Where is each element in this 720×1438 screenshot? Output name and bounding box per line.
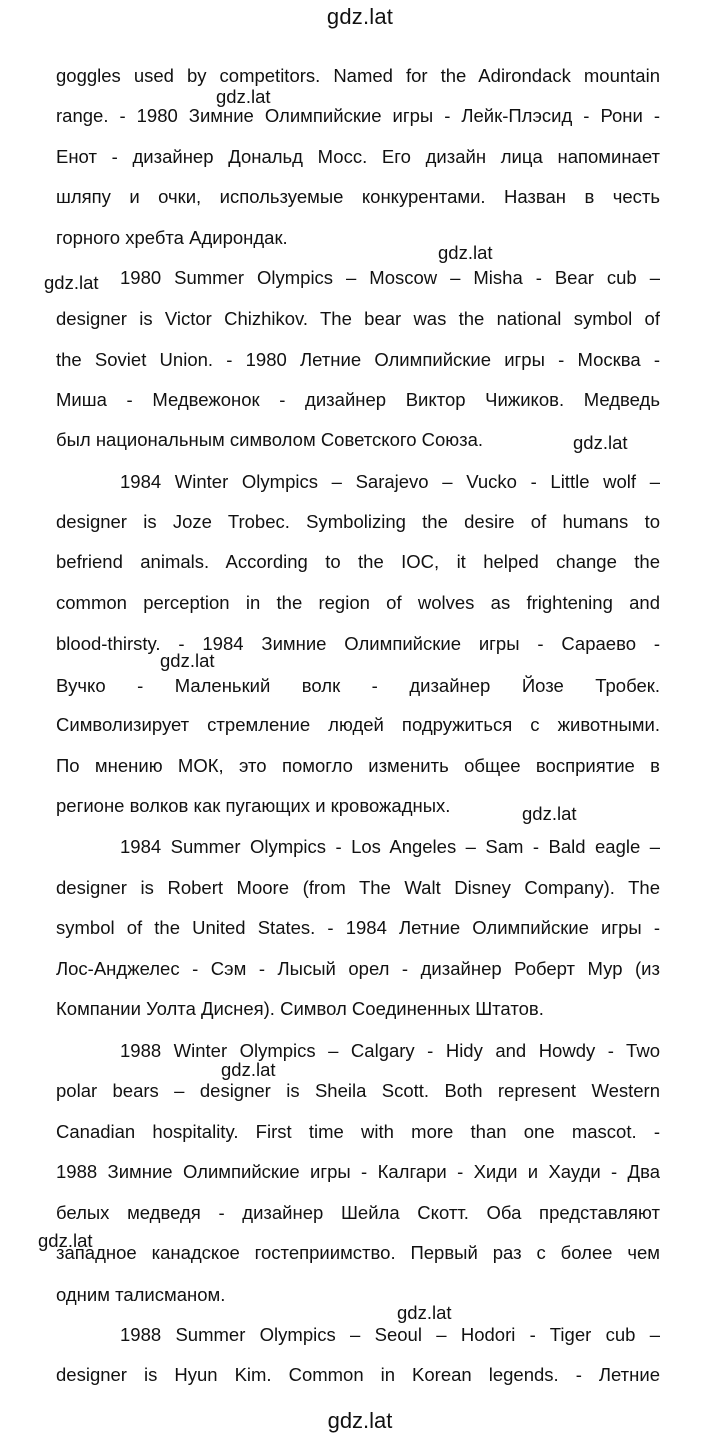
paragraph-first-line: 1984 Summer Olympics - Los Angeles – Sam - Bald eagle – <box>120 836 660 857</box>
paragraph-first-line: 1984 Winter Olympics – Sarajevo – Vucko - Little wolf – <box>120 471 660 492</box>
text-line: designer is Victor Chizhikov. The bear was the national symbol of <box>56 308 660 329</box>
watermark-text: gdz.lat <box>221 1059 276 1080</box>
watermark-text: gdz.lat <box>216 86 271 107</box>
watermark-text: gdz.lat <box>397 1302 452 1323</box>
text-line: западное канадское гостеприимство. Первый раз с более чем <box>56 1242 660 1263</box>
text-line: designer is Robert Moore (from The Walt Disney Company). The <box>56 877 660 898</box>
text-line: Лос-Анджелес - Сэм - Лысый орел - дизайнер Роберт Мур (из <box>56 958 660 979</box>
text-line: белых медведя - дизайнер Шейла Скотт. Оба представляют <box>56 1202 660 1223</box>
site-footer: gdz.lat <box>327 1408 393 1433</box>
text-line: symbol of the United States. - 1984 Летние Олимпийские игры - <box>56 917 660 938</box>
watermark-text: gdz.lat <box>522 803 577 824</box>
text-line: одним талисманом. <box>56 1284 226 1305</box>
text-line: Вучко - Маленький волк - дизайнер Йозе Тробек. <box>56 675 660 696</box>
text-line: По мнению МОК, это помогло изменить общее восприятие в <box>56 755 660 776</box>
text-line: blood-thirsty. - 1984 Зимние Олимпийские игры - Сараево - <box>56 633 660 654</box>
text-line: range. - 1980 Зимние Олимпийские игры - Лейк-Плэсид - Рони - <box>56 105 660 126</box>
site-header: gdz.lat <box>326 4 394 29</box>
paragraph-first-line: 1988 Winter Olympics – Calgary - Hidy and Howdy - Two <box>120 1040 660 1061</box>
text-line: designer is Hyun Kim. Common in Korean legends. - Летние <box>56 1364 660 1385</box>
paragraph-first-line: 1980 Summer Olympics – Moscow – Misha - Bear cub – <box>120 267 660 288</box>
watermark-text: gdz.lat <box>38 1230 93 1251</box>
text-line: polar bears – designer is Sheila Scott. Both represent Western <box>56 1080 660 1101</box>
text-line: шляпу и очки, используемые конкурентами. Назван в честь <box>56 186 660 207</box>
watermark-text: gdz.lat <box>573 432 628 453</box>
text-line: регионе волков как пугающих и кровожадных. <box>56 795 451 816</box>
text-line: горного хребта Адирондак. <box>56 227 288 248</box>
text-line: Компании Уолта Диснея). Символ Соединенных Штатов. <box>56 998 544 1019</box>
text-line: Canadian hospitality. First time with more than one mascot. - <box>56 1121 660 1142</box>
text-line: был национальным символом Советского Союза. <box>56 429 484 450</box>
text-line: Енот - дизайнер Дональд Мосс. Его дизайн лица напоминает <box>56 146 660 167</box>
watermark-text: gdz.lat <box>438 242 493 263</box>
text-line: goggles used by competitors. Named for the Adirondack mountain <box>56 65 660 86</box>
text-line: Символизирует стремление людей подружиться с животными. <box>56 714 660 735</box>
text-line: common perception in the region of wolves as frightening and <box>56 592 660 613</box>
text-line: 1988 Зимние Олимпийские игры - Калгари - Хиди и Хауди - Два <box>56 1161 660 1182</box>
text-line: designer is Joze Trobec. Symbolizing the desire of humans to <box>56 511 660 532</box>
text-line: the Soviet Union. - 1980 Летние Олимпийские игры - Москва - <box>56 349 660 370</box>
watermark-text: gdz.lat <box>160 650 215 671</box>
text-line: Миша - Медвежонок - дизайнер Виктор Чижиков. Медведь <box>56 389 660 410</box>
watermark-text: gdz.lat <box>44 272 99 293</box>
paragraph-first-line: 1988 Summer Olympics – Seoul – Hodori - Tiger cub – <box>120 1324 660 1345</box>
text-line: befriend animals. According to the IOC, it helped change the <box>56 551 660 572</box>
